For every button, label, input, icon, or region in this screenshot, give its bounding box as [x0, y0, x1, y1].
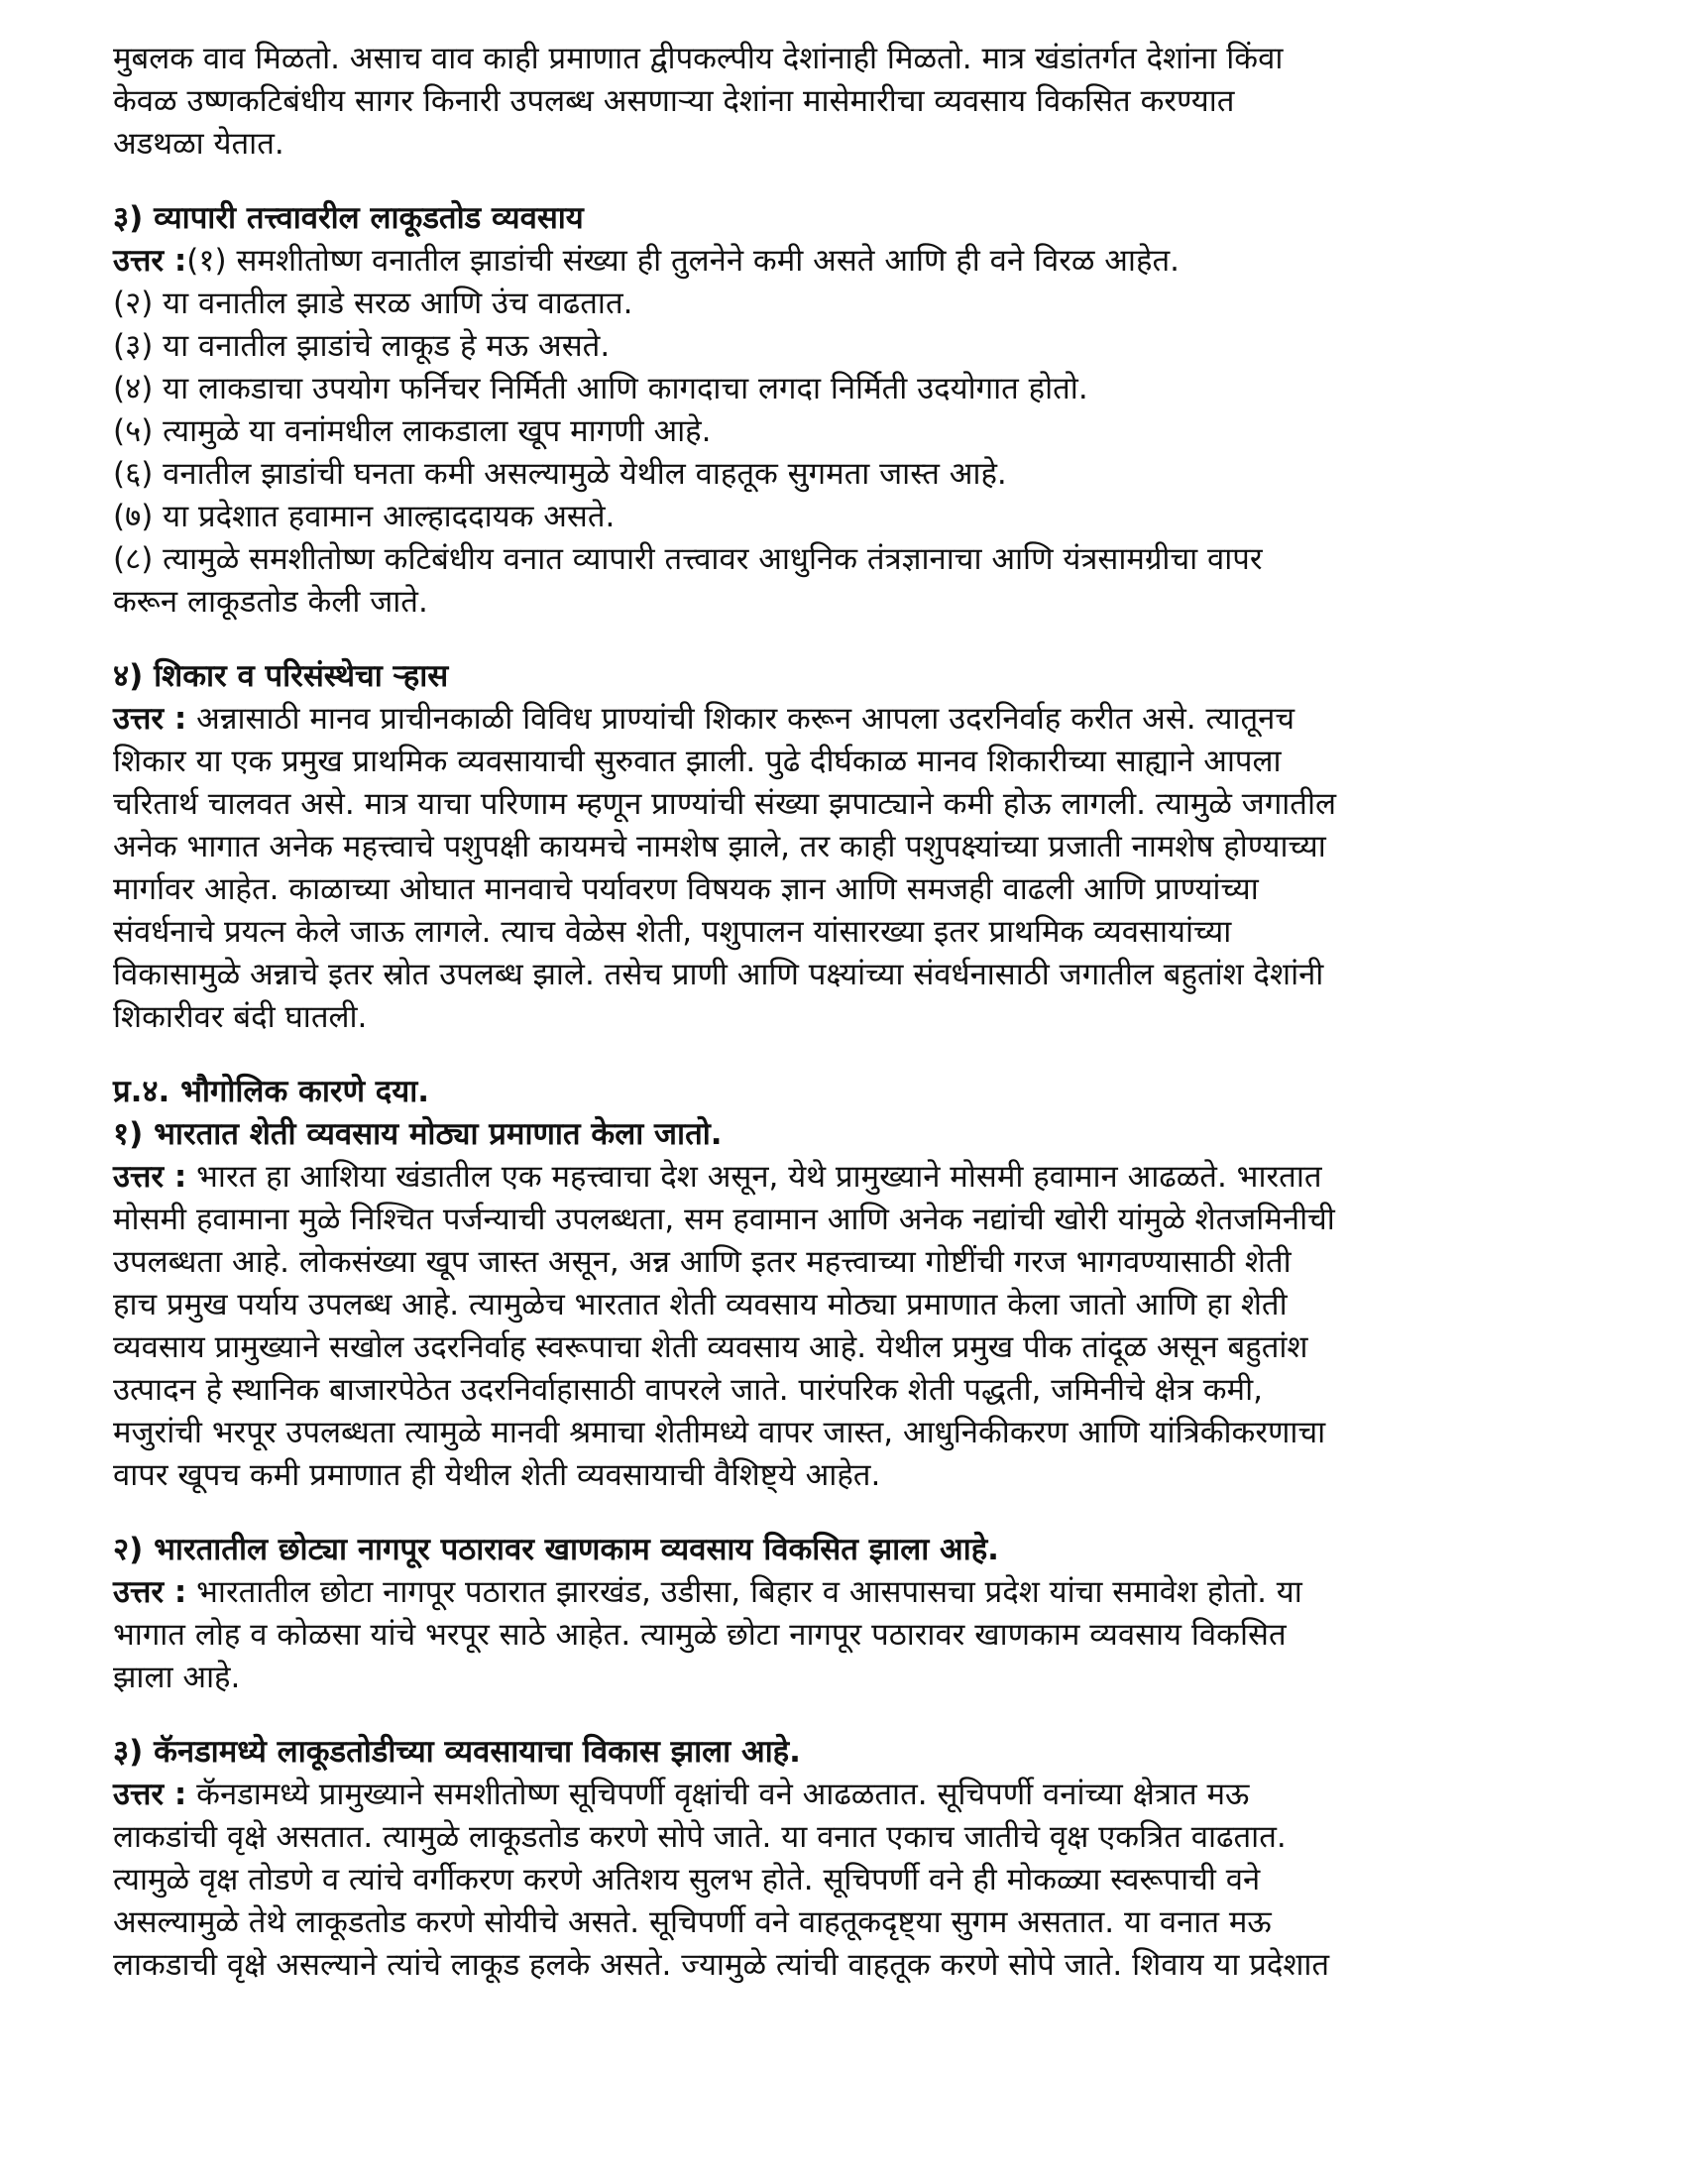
text-line: (५) त्यामुळे या वनांमधील लाकडाला खूप मागणी आहे.	[113, 413, 712, 449]
text-line: भारतातील छोटा नागपूर पठारात झारखंड, उडीसा, बिहार व आसपासचा प्रदेश यांचा समावेश होतो. या	[186, 1574, 1302, 1610]
text-line: भागात लोह व कोळसा यांचे भरपूर साठे आहेत. त्यामुळे छोटा नागपूर पठारावर खाणकाम व्यवसाय विकसित	[113, 1617, 1287, 1653]
text-line: संवर्धनाचे प्रयत्न केले जाऊ लागले. त्याच वेळेस शेती, पशुपालन यांसारख्या इतर प्राथमिक व्यवसायांच्या	[113, 914, 1232, 950]
text-line: मुबलक वाव मिळतो. असाच वाव काही प्रमाणात द्वीपकल्पीय देशांनाही मिळतो. मात्र खंडांतर्गत देशांना किंवा	[113, 41, 1284, 76]
text-line: (७) या प्रदेशात हवामान आल्हाददायक असते.	[113, 499, 616, 534]
text-line: मजुरांची भरपूर उपलब्धता त्यामुळे मानवी श्रमाचा शेतीमध्ये वापर जास्त, आधुनिकीकरण आणि यांत्रिकीकरणाचा	[113, 1415, 1326, 1450]
text-line: अडथळा येतात.	[113, 126, 284, 162]
answer-label: उत्तर :	[113, 243, 187, 279]
text-line: अनेक भागात अनेक महत्त्वाचे पशुपक्षी कायमचे नामशेष झाले, तर काही पशुपक्ष्यांच्या प्रजाती नामशेष होण्याच्या	[113, 829, 1326, 864]
answer-first-line	[113, 1156, 1580, 1199]
reason-heading: ३) कॅनडामध्ये लाकूडतोडीच्या व्यवसायाचा विकास झाला आहे.	[113, 1734, 801, 1770]
text-line: शिकार या एक प्रमुख प्राथमिक व्यवसायाची सुरुवात झाली. पुढे दीर्घकाळ मानव शिकारीच्या साह्याने आपला	[113, 744, 1282, 779]
section-3-commercial-logging	[113, 197, 1580, 624]
text-line: लाकडांची वृक्षे असतात. त्यामुळे लाकूडतोड करणे सोपे जाते. या वनात एकाच जातीचे वृक्ष एकत्रित वाढतात.	[113, 1819, 1287, 1855]
section-heading: ३) व्यापारी तत्त्वावरील लाकूडतोड व्यवसाय	[113, 200, 584, 236]
answer-first-line	[113, 698, 1580, 741]
text-line: वापर खूपच कमी प्रमाणात ही येथील शेती व्यवसायाची वैशिष्ट्ये आहेत.	[113, 1457, 881, 1493]
text-line: चरितार्थ चालवत असे. मात्र याचा परिणाम म्हणून प्राण्यांची संख्या झपाट्याने कमी होऊ लागली. त्यामुळे जगातील	[113, 786, 1337, 822]
text-line: (६) वनातील झाडांची घनता कमी असल्यामुळे येथील वाहतूक सुगमता जास्त आहे.	[113, 456, 1007, 492]
text-line: करून लाकूडतोड केली जाते.	[113, 584, 428, 620]
answer-label: उत्तर :	[113, 1777, 187, 1812]
text-line: हाच प्रमुख पर्याय उपलब्ध आहे. त्यामुळेच भारतात शेती व्यवसाय मोठ्या प्रमाणात केला जातो आणि हा शेती	[113, 1287, 1288, 1322]
text-line: कॅनडामध्ये प्रामुख्याने समशीतोष्ण सूचिपर्णी वृक्षांची वने आढळतात. सूचिपर्णी वनांच्या क्षेत्रात मऊ	[186, 1777, 1250, 1812]
reason-2-chota-nagpur	[113, 1529, 1580, 1699]
text-line: उत्पादन हे स्थानिक बाजारपेठेत उदरनिर्वाहासाठी वापरले जाते. पारंपरिक शेती पद्धती, जमिनीचे क्षेत्र कमी,	[113, 1372, 1263, 1408]
answer-label: उत्तर :	[113, 1574, 187, 1610]
text-line: भारत हा आशिया खंडातील एक महत्त्वाचा देश असून, येथे प्रामुख्याने मोसमी हवामान आढळते. भारतात	[186, 1159, 1322, 1195]
text-line: मोसमी हवामाना मुळे निश्चित पर्जन्याची उपलब्धता, सम हवामान आणि अनेक नद्यांची खोरी यांमुळे शेतजमिनीची	[113, 1202, 1335, 1237]
reason-heading: १) भारतात शेती व्यवसाय मोठ्या प्रमाणात केला जातो.	[113, 1116, 723, 1152]
answer-label: उत्तर :	[113, 1159, 187, 1195]
section-heading: ४) शिकार व परिसंस्थेचा ऱ्हास	[113, 658, 449, 694]
document-page	[113, 38, 1580, 1987]
text-line: (८) त्यामुळे समशीतोष्ण कटिबंधीय वनात व्यापारी तत्त्वावर आधुनिक तंत्रज्ञानाचा आणि यंत्रसामग्रीचा वापर	[113, 541, 1263, 577]
question-4	[113, 1071, 1580, 1497]
text-line: (२) या वनातील झाडे सरळ आणि उंच वाढतात.	[113, 286, 633, 321]
text-line: व्यवसाय प्रामुख्याने सखोल उदरनिर्वाह स्वरूपाचा शेती व्यवसाय आहे. येथील प्रमुख पीक तांदूळ असून बहुतांश	[113, 1329, 1308, 1365]
text-line: (४) या लाकडाचा उपयोग फर्निचर निर्मिती आणि कागदाचा लगदा निर्मिती उदयोगात होतो.	[113, 371, 1088, 406]
reason-3-canada-logging	[113, 1731, 1580, 1987]
text-line: शिकारीवर बंदी घातली.	[113, 999, 368, 1035]
text-line: केवळ उष्णकटिबंधीय सागर किनारी उपलब्ध असणाऱ्या देशांना मासेमारीचा व्यवसाय विकसित करण्यात	[113, 83, 1235, 119]
text-line: (३) या वनातील झाडांचे लाकूड हे मऊ असते.	[113, 328, 611, 364]
answer-label: उत्तर :	[113, 701, 187, 737]
text-line: मार्गावर आहेत. काळाच्या ओघात मानवाचे पर्यावरण विषयक ज्ञान आणि समजही वाढली आणि प्राण्यांच्या	[113, 871, 1259, 907]
text-line: अन्नासाठी मानव प्राचीनकाळी विविध प्राण्यांची शिकार करून आपला उदरनिर्वाह करीत असे. त्यातूनच	[186, 701, 1295, 737]
text-line: त्यामुळे वृक्ष तोडणे व त्यांचे वर्गीकरण करणे अतिशय सुलभ होते. सूचिपर्णी वने ही मोकळ्या स्वरूपाची वने	[113, 1862, 1261, 1897]
text-line: लाकडाची वृक्षे असल्याने त्यांचे लाकूड हलके असते. ज्यामुळे त्यांची वाहतूक करणे सोपे जाते. शिवाय या प्रदेशात	[113, 1947, 1330, 1983]
section-4-hunting	[113, 655, 1580, 1039]
reason-heading: २) भारतातील छोट्या नागपूर पठारावर खाणकाम व्यवसाय विकसित झाला आहे.	[113, 1532, 999, 1567]
text-line: (१) समशीतोष्ण वनातील झाडांची संख्या ही तुलनेने कमी असते आणि ही वने विरळ आहेत.	[186, 243, 1180, 279]
intro-paragraph	[113, 38, 1580, 166]
text-line: विकासामुळे अन्नाचे इतर स्रोत उपलब्ध झाले. तसेच प्राणी आणि पक्ष्यांच्या संवर्धनासाठी जगातील बहुतांश देशांनी	[113, 957, 1324, 992]
text-line: असल्यामुळे तेथे लाकूडतोड करणे सोयीचे असते. सूचिपर्णी वने वाहतूकदृष्ट्या सुगम असतात. या वनात मऊ	[113, 1904, 1272, 1940]
text-line: उपलब्धता आहे. लोकसंख्या खूप जास्त असून, अन्न आणि इतर महत्त्वाच्या गोष्टींची गरज भागवण्यासाठी शेती	[113, 1244, 1292, 1280]
question-heading: प्र.४. भौगोलिक कारणे दया.	[113, 1074, 430, 1109]
text-line: झाला आहे.	[113, 1660, 241, 1695]
answer-first-line	[113, 240, 1580, 283]
answer-first-line	[113, 1571, 1580, 1614]
answer-first-line	[113, 1774, 1580, 1816]
